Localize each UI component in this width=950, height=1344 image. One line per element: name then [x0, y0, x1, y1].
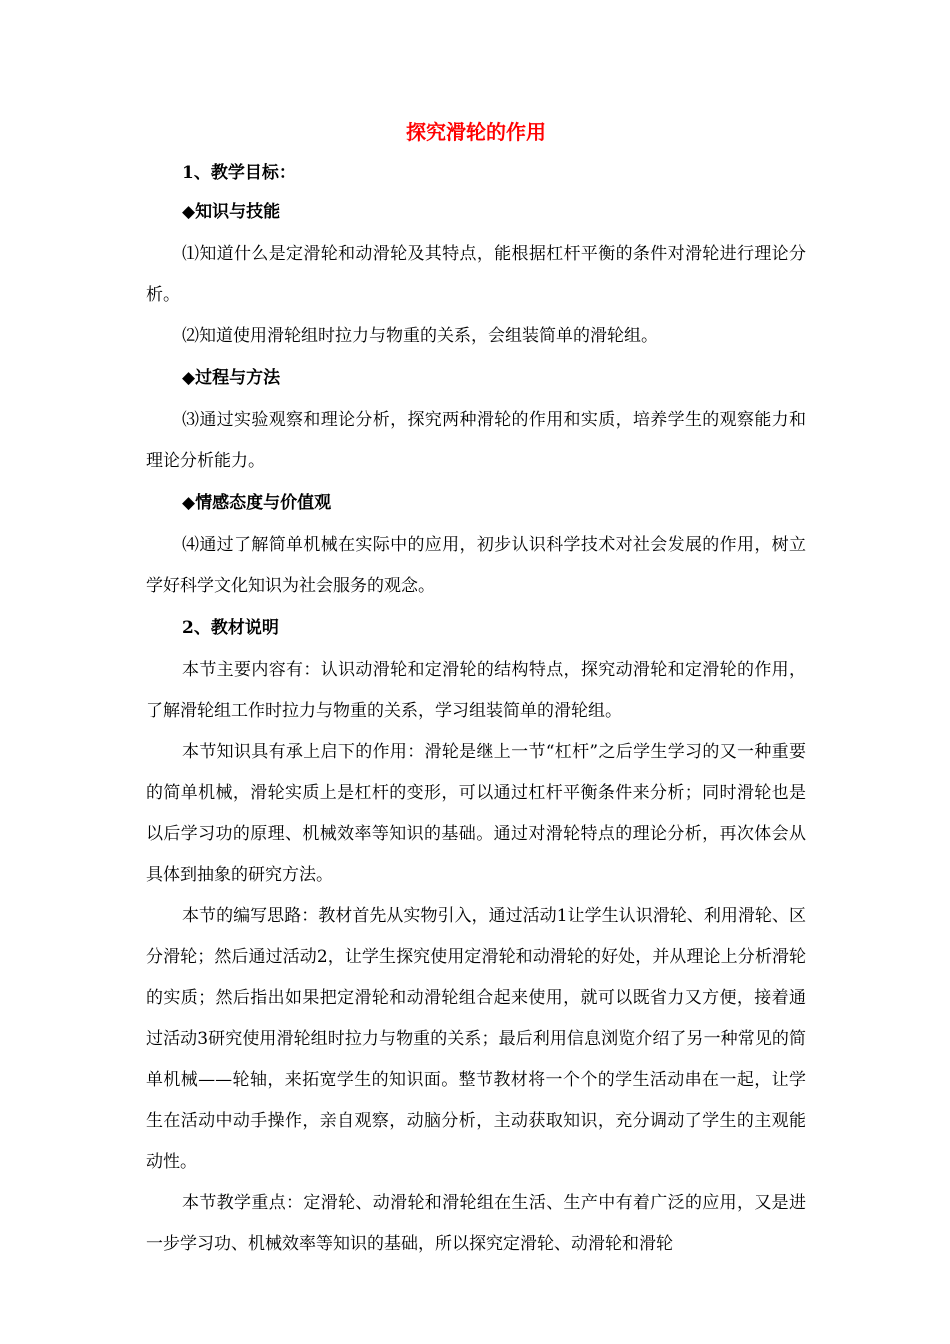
section-heading-textbook-notes: 2、教材说明: [182, 618, 279, 638]
textbook-paragraph-1: 本节主要内容有：认识动滑轮和定滑轮的结构特点，探究动滑轮和定滑轮的作用，了解滑轮组工作时拉力与物重的关系，学习组装简单的滑轮组。: [146, 660, 806, 721]
document-page: [146, 118, 806, 1265]
subheading-knowledge-skills: ◆知识与技能: [182, 202, 281, 222]
goal-item-1: ⑴知道什么是定滑轮和动滑轮及其特点，能根据杠杆平衡的条件对滑轮进行理论分析。: [146, 244, 806, 305]
section-heading-teaching-goals: 1、教学目标：: [182, 163, 296, 183]
goal-item-3: ⑶通过实验观察和理论分析，探究两种滑轮的作用和实质，培养学生的观察能力和理论分析能力。: [146, 410, 806, 471]
goal-item-2: ⑵知道使用滑轮组时拉力与物重的关系，会组装简单的滑轮组。: [182, 326, 658, 346]
textbook-paragraph-4: 本节教学重点：定滑轮、动滑轮和滑轮组在生活、生产中有着广泛的应用，又是进一步学习功、机械效率等知识的基础，所以探究定滑轮、动滑轮和滑轮: [146, 1193, 806, 1254]
subheading-process-methods: ◆过程与方法: [182, 368, 281, 388]
textbook-paragraph-2: 本节知识具有承上启下的作用：滑轮是继上一节“杠杆”之后学生学习的又一种重要的简单机械，滑轮实质上是杠杆的变形，可以通过杠杆平衡条件来分析；同时滑轮也是以后学习功的原理、机械效率等知识的基础。通过对滑轮特点的理论分析，再次体会从具体到抽象的研究方法。: [146, 742, 806, 885]
goal-item-4: ⑷通过了解简单机械在实际中的应用，初步认识科学技术对社会发展的作用，树立学好科学文化知识为社会服务的观念。: [146, 535, 806, 596]
document-title: 探究滑轮的作用: [406, 120, 546, 144]
textbook-paragraph-3: 本节的编写思路：教材首先从实物引入，通过活动1让学生认识滑轮、利用滑轮、区分滑轮；然后通过活动2，让学生探究使用定滑轮和动滑轮的好处，并从理论上分析滑轮的实质；然后指出如果把定滑轮和动滑轮组合起来使用，就可以既省力又方便，接着通过活动3研究使用滑轮组时拉力与物重的关系；最后利用信息浏览介绍了另一种常见的简单机械——轮轴，来拓宽学生的知识面。整节教材将一个个的学生活动串在一起，让学生在活动中动手操作，亲自观察，动脑分析，主动获取知识，充分调动了学生的主观能动性。: [146, 906, 806, 1172]
subheading-emotion-values: ◆情感态度与价值观: [182, 493, 332, 513]
